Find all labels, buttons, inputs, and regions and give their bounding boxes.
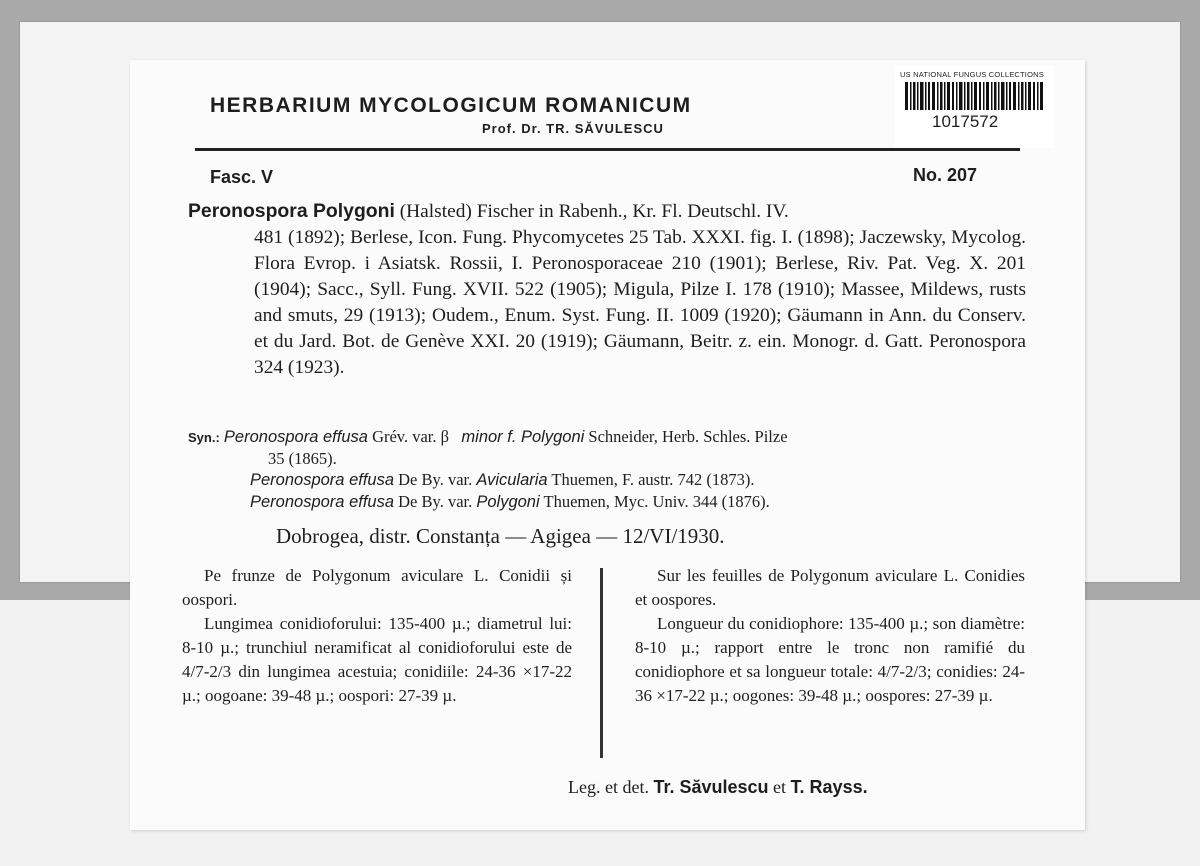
french-measurements: Longueur du conidiophore: 135-400 µ.; son diamètre: 8-10 µ.; rapport entre le tronc non ramifié du conidiophore et sa longueur totale: 4/7-2/3; conidies: 24-36 ×17-22 µ.; oogones: 39-48 µ.; oospores: 27-39 µ. xyxy=(635,614,1025,705)
synonym-3-name: Peronospora effusa xyxy=(250,493,395,511)
synonym-1-name: Peronospora effusa xyxy=(223,428,368,446)
synonym-2 xyxy=(188,469,1028,491)
french-host: Sur les feuilles de Polygonum aviculare L. Conidies et oospores. xyxy=(635,566,1025,609)
synonym-2-reference: Thuemen, F. austr. 742 (1873). xyxy=(551,470,755,489)
synonym-3-author: De By. var. xyxy=(398,492,473,511)
collectors-prefix: Leg. et det. xyxy=(568,777,649,797)
french-description xyxy=(635,564,1025,708)
barcode-number: 1017572 xyxy=(932,112,999,131)
synonyms-label: Syn.: xyxy=(188,430,220,445)
barcode-graphic xyxy=(905,82,1045,110)
synonym-3-reference: Thuemen, Myc. Univ. 344 (1876). xyxy=(543,492,770,511)
species-citation-block xyxy=(188,198,1026,381)
herbarium-curator: Prof. Dr. TR. SĂVULESCU xyxy=(482,121,664,136)
collection-locality: Dobrogea, distr. Constanța — Agigea — 12/VI/1930. xyxy=(276,524,725,548)
romanian-host: Pe frunze de Polygonum aviculare L. Conidii și oospori. xyxy=(182,566,572,609)
synonym-1-variety: minor f. Polygoni xyxy=(461,428,585,446)
synonym-3 xyxy=(188,491,1028,513)
synonym-1-author: Grév. var. β xyxy=(372,427,450,446)
synonym-2-variety: Avicularia xyxy=(476,471,548,489)
synonym-1-year: 35 (1865). xyxy=(268,449,337,468)
romanian-measurements: Lungimea conidioforului: 135-400 µ.; diametrul lui: 8-10 µ.; trunchiul neramificat al conidioforului este de 4/7-2/3 din lungimea acestuia; conidiile: 24-36 ×17-22 µ.; oogoane: 39-48 µ.; oospori: 27-39 µ. xyxy=(182,614,572,705)
collector-2: T. Rayss. xyxy=(790,777,868,797)
species-name: Peronospora Polygoni xyxy=(188,200,395,222)
collectors-line xyxy=(568,777,868,798)
fascicle-label: Fasc. V xyxy=(210,167,274,187)
synonym-1-reference: Schneider, Herb. Schles. Pilze xyxy=(588,427,788,446)
synonym-3-variety: Polygoni xyxy=(476,493,540,511)
citation-first-line: (Halsted) Fischer in Rabenh., Kr. Fl. Deutschl. IV. xyxy=(399,201,789,222)
column-divider xyxy=(600,568,603,758)
barcode-institution: US NATIONAL FUNGUS COLLECTIONS xyxy=(900,70,1044,79)
specimen-number: No. 207 xyxy=(913,165,978,185)
synonym-2-name: Peronospora effusa xyxy=(250,471,395,489)
herbarium-title: HERBARIUM MYCOLOGICUM ROMANICUM xyxy=(210,94,692,117)
header-divider xyxy=(195,148,1020,151)
synonym-1 xyxy=(188,426,1028,469)
romanian-description xyxy=(182,564,572,708)
collector-1: Tr. Săvulescu xyxy=(653,777,769,797)
citation-rest: 481 (1892); Berlese, Icon. Fung. Phycomycetes 25 Tab. XXXI. fig. I. (1898); Jaczewsky, Mycolog. Flora Evrop. i Asiatsk. Rossii, I. Peronosporaceae 210 (1901); Berlese, Riv. Pat. Veg. X. 201 (1904); Sacc., Syll. Fung. XVII. 522 (1905); Migula, Pilze I. 178 (1910); Massee, Mildews, rusts and smuts, 29 (1913); Oudem., Enum. Syst. Fung. II. 1009 (1920); Gäumann in Ann. du Conserv. et du Jard. Bot. de Genève XXI. 20 (1919); Gäumann, Beitr. z. ein. Monogr. d. Gatt. Peronospora 324 (1923). xyxy=(254,227,1026,378)
synonyms-block xyxy=(188,426,1028,513)
collectors-joiner: et xyxy=(773,777,787,797)
synonym-2-author: De By. var. xyxy=(398,470,473,489)
